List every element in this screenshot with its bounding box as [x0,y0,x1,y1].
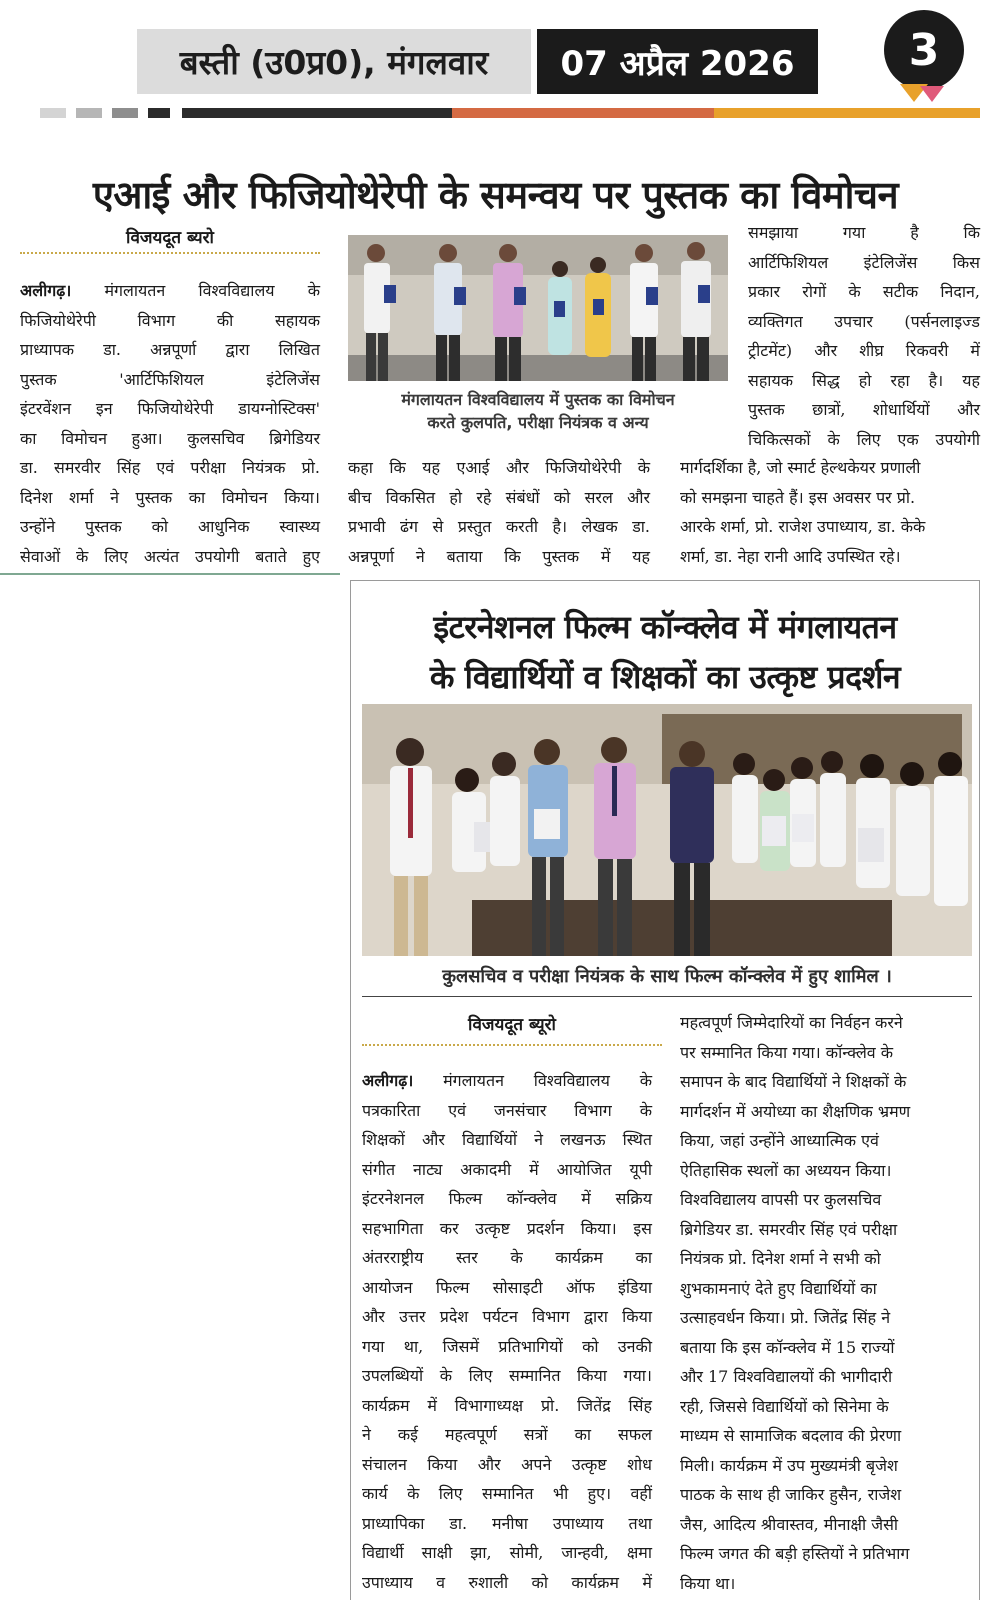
article1-photo [348,235,728,381]
text-line: उपलब्धियों के लिए सम्मानित किया गया। [362,1366,652,1385]
dateline: अलीगढ़। [362,1071,414,1090]
caption-rule [362,996,972,997]
byline-divider [20,252,320,254]
text-line: संचालन किया और अपने उत्कृष्ट शोध [362,1454,652,1474]
text-line: और उत्तर प्रदेश पर्यटन विभाग द्वारा किया [362,1307,652,1326]
headline-line: के विद्यार्थियों व शिक्षकों का उत्कृष्ट प्रदर्शन [429,658,901,696]
text-line: ट्रीटमेंट) और शीघ्र रिकवरी में [748,341,980,360]
caption-line: मंगलायतन विश्वविद्यालय में पुस्तक का विमोचन [401,390,675,409]
text-line: व्यक्तिगत उपचार (पर्सनलाइज्ड [748,311,980,331]
text-line: पर सम्मानित किया गया। कॉन्क्लेव के [680,1042,894,1062]
article2-column-2 [680,1008,972,1598]
masthead-stripe [76,108,102,118]
article1-byline: विजयदूत ब्यरो [126,228,214,248]
masthead-stripe [452,108,714,118]
text-line: अन्नपूर्णा ने बताया कि पुस्तक में यह [348,546,650,566]
text-line: आयोजन फिल्म सोसाइटी ऑफ इंडिया [362,1277,652,1297]
article1-column-2 [348,453,650,571]
text-line: रही, जिससे विद्यार्थियों को सिनेमा के [680,1396,889,1416]
article2-byline: विजयदूत ब्यूरो [468,1015,556,1035]
text-line: मिली। कार्यक्रम में उप मुख्यमंत्री बृजेश [680,1455,898,1475]
text-line: जैस, आदित्य श्रीवास्तव, मीनाक्षी जैसी [680,1514,899,1534]
text-line: सहायक सिद्ध हो रहा है। यह [748,370,980,390]
text-line: कार्यक्रम में विभागाध्यक्ष प्रो. जितेंद्र सिंह [362,1395,652,1415]
text-line: संगीत नाट्य अकादमी में आयोजित यूपी [362,1159,652,1179]
text-line: फिल्म जगत की बड़ी हस्तियों ने प्रतिभाग [680,1544,910,1563]
text-line: मंगलायतन विश्वविद्यालय के [104,281,321,300]
text-line: को समझना चाहते हैं। इस अवसर पर प्रो. [680,487,916,507]
text-line: ब्रिगेडियर डा. समरवीर सिंह एवं परीक्षा [680,1219,898,1239]
article1-column-1 [20,276,320,571]
article1-photo-caption [348,388,728,434]
masthead-stripe [148,108,170,118]
masthead-stripe [714,108,980,118]
text-line: उन्होंने पुस्तक को आधुनिक स्वास्थ्य [20,517,320,536]
text-line: महत्वपूर्ण जिम्मेदारियों का निर्वहन करने [680,1013,903,1032]
text-line: प्रकार रोगों के सटीक निदान, [748,282,980,301]
text-line: चिकित्सकों के लिए एक उपयोगी [748,429,980,449]
text-line: कार्य के लिए सम्मानित भी हुए। वहीं [362,1484,652,1503]
masthead-location-day: बस्ती (उ0प्र0), मंगलवार [137,29,531,94]
text-line: दिनेश शर्मा ने पुस्तक का विमोचन किया। [20,487,320,507]
text-line: समापन के बाद विद्यार्थियों ने शिक्षकों के [680,1072,907,1091]
text-line: माध्यम से सामाजिक बदलाव की प्रेरणा [680,1426,902,1445]
text-line: इंटरनेशनल फिल्म कॉन्क्लेव में सक्रिय [362,1189,652,1208]
text-line: और 17 विश्वविद्यालयों की भागीदारी [680,1367,893,1386]
text-line: आर्टिफिशियल इंटेलिजेंस किस [748,252,980,272]
text-line: का विमोचन हुआ। कुलसचिव ब्रिगेडियर [20,428,320,448]
text-line: किया था। [680,1573,736,1593]
text-line: पाठक के साथ ही जाकिर हुसैन, राजेश [680,1485,902,1504]
text-line: आरके शर्मा, प्रो. राजेश उपाध्याय, डा. केके [680,517,926,536]
text-line: किया, जहां उन्होंने आध्यात्मिक एवं [680,1131,879,1150]
text-line: शुभकामनाएं देते हुए विद्यार्थियों का [680,1278,877,1298]
text-line: सहभागिता कर उत्कृष्ट प्रदर्शन किया। इस [362,1218,652,1238]
article1-column-3 [748,218,980,454]
text-line: नियंत्रक प्रो. दिनेश शर्मा ने सभी को [680,1249,881,1268]
article2-photo [362,704,972,956]
text-line: प्राध्यापक डा. अन्नपूर्णा द्वारा लिखित [20,340,320,359]
masthead-stripe [182,108,452,118]
article1-headline: एआई और फिजियोथेरेपी के समन्वय पर पुस्तक का विमोचन [92,173,899,217]
headline-line: इंटरनेशनल फिल्म कॉन्क्लेव में मंगलायतन [433,608,897,646]
text-line: मंगलायतन विश्वविद्यालय के [443,1071,652,1090]
article2-column-1 [362,1066,652,1597]
text-line: डा. समरवीर सिंह एवं परीक्षा नियंत्रक प्रो. [20,458,320,477]
text-line: फिजियोथेरेपी विभाग की सहायक [20,310,320,330]
book-launch-photo [348,235,728,381]
text-line: ऐतिहासिक स्थलों का अध्ययन किया। [680,1160,892,1180]
article2-headline [352,602,978,702]
text-line: कहा कि यह एआई और फिजियोथेरेपी के [348,458,650,477]
text-line: पत्रकारिता एवं जनसंचार विभाग के [362,1100,652,1120]
article2-photo-caption: कुलसचिव व परीक्षा नियंत्रक के साथ फिल्म कॉन्क्लेव में हुए शामिल । [442,966,892,987]
caption-line: करते कुलपति, परीक्षा नियंत्रक व अन्य [427,413,649,432]
masthead-date: 07 अप्रैल 2026 [537,29,818,94]
text-line: शिक्षकों और विद्यार्थियों ने लखनऊ स्थित [362,1130,652,1149]
text-line: अंतरराष्ट्रीय स्तर के कार्यक्रम का [362,1248,652,1267]
text-line: शर्मा, डा. नेहा रानी आदि उपस्थित रहे। [680,546,901,566]
text-line: प्रभावी ढंग से प्रस्तुत करती है। लेखक डा. [348,517,650,536]
text-line: ने कई महत्वपूर्ण सत्रों का सफल [362,1425,652,1444]
text-line: प्राध्यापिका डा. मनीषा उपाध्याय तथा [362,1513,652,1533]
film-conclave-group-photo [362,704,972,956]
text-line: पुस्तक छात्रों, शोधार्थियों और [748,400,980,419]
text-line: मार्गदर्शिका है, जो स्मार्ट हेल्थकेयर प्रणाली [680,458,921,477]
text-line: समझाया गया है कि [748,223,980,242]
text-line: इंटरवेंशन इन फिजियोथेरेपी डायग्नोस्टिक्स' [20,399,320,418]
text-line: विद्यार्थी साक्षी झा, सोमी, जान्हवी, क्षमा [362,1543,652,1562]
text-line: गया था, जिसमें प्रतिभागियों को उनकी [362,1336,652,1356]
text-line: पुस्तक 'आर्टिफिशियल इंटेलिजेंस [20,369,320,389]
text-line: उत्साहवर्धन किया। प्रो. जितेंद्र सिंह ने [680,1308,891,1327]
page-number-badge: 3 [884,10,964,90]
masthead-stripe [112,108,138,118]
ribbon-decoration-icon [920,86,944,102]
byline-divider [362,1044,662,1046]
text-line: उपाध्याय व रुशाली को कार्यक्रम में [362,1572,652,1592]
masthead-stripe [40,108,66,118]
text-line: सेवाओं के लिए अत्यंत उपयोगी बताते हुए [20,546,320,566]
dateline: अलीगढ़। [20,281,72,300]
text-line: बताया कि इस कॉन्क्लेव में 15 राज्यों [680,1337,895,1357]
text-line: विश्वविद्यालय वापसी पर कुलसचिव [680,1190,882,1209]
article1-column-3-continued [680,453,980,571]
section-divider [0,573,340,575]
text-line: बीच विकसित हो रहे संबंधों को सरल और [348,487,650,507]
text-line: मार्गदर्शन में अयोध्या का शैक्षणिक भ्रमण [680,1101,911,1121]
